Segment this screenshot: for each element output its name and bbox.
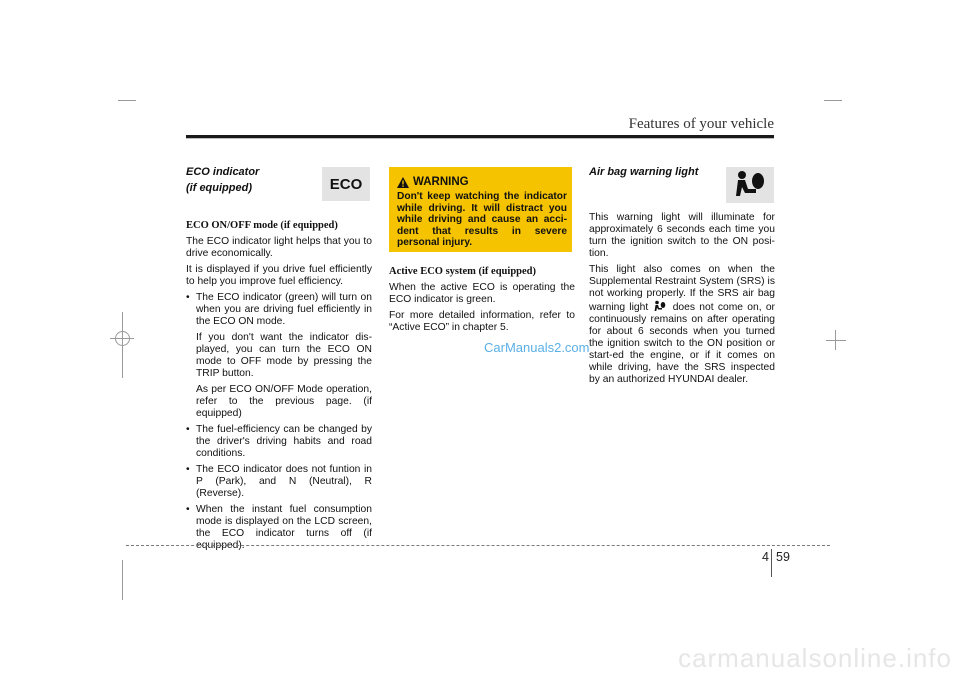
right-column <box>589 166 775 390</box>
crop-mark-bl-v <box>122 560 123 600</box>
footer-watermark: carmanualsonline.info <box>678 643 952 673</box>
registration-mark-right-h <box>826 340 846 341</box>
crop-mark-tr-h <box>824 100 842 101</box>
list-item <box>186 464 372 500</box>
airbag-para-2b: does not come on, or continuously remains on after operating for about 6 seconds when you turned the ignition switch to the ON position or start-ed the engine, or if it comes on while driving, have the SRS inspected by an authorized HYUNDAI dealer. <box>589 302 775 385</box>
eco-section-title: ECO indicator <box>186 166 260 178</box>
bullet-text: When the instant fuel consumption mode is displayed on the LCD screen, the ECO indicator turns off (if equipped). <box>196 504 372 551</box>
bullet: • <box>186 504 190 515</box>
active-eco-para-2: For more detailed information, refer to “Active ECO” in chapter 5. <box>389 310 575 333</box>
airbag-section-title: Air bag warning light <box>589 166 699 178</box>
eco-mode-heading: ECO ON/OFF mode (if equipped) <box>186 220 338 231</box>
warning-title: WARNING <box>413 176 469 188</box>
eco-para-2: It is displayed if you drive fuel efficiently to help you improve fuel efficiency. <box>186 264 372 287</box>
warning-header <box>397 176 469 188</box>
middle-column <box>389 266 575 338</box>
eco-bullet-list <box>186 292 372 328</box>
registration-mark-left-circle <box>115 331 130 346</box>
bullet-text: The fuel-efficiency can be changed by the driver's driving habits and road conditions. <box>196 424 372 459</box>
bullet: • <box>186 292 190 303</box>
eco-icon-label: ECO <box>329 175 363 193</box>
watermark: CarManuals2.com <box>484 340 590 355</box>
header-title: Features of your vehicle <box>628 116 774 132</box>
warning-text: Don't keep watching the indicator while driving. It will distract you while driving and cause an acci-dent that results in severe personal injury. <box>397 191 567 248</box>
eco-bullet-list-2 <box>186 424 372 552</box>
bullet-sub-para-1: If you don't want the indicator dis-played, you can turn the ECO ON mode to OFF mode by pressing the TRIP button. <box>196 332 372 379</box>
list-item <box>186 292 372 328</box>
eco-section-subtitle: (if equipped) <box>186 182 252 194</box>
airbag-para-2a: This light also comes on when the Supplemental Restraint System (SRS) is not working properly. If the SRS air bag warning light <box>589 264 775 313</box>
airbag-para-2 <box>589 264 775 386</box>
bullet-text: The ECO indicator does not funtion in P (Park), and N (Neutral), R (Reverse). <box>196 464 372 499</box>
airbag-para-1: This warning light will illuminate for approximately 6 seconds each time you turn the ignition switch to the ON posi-tion. <box>589 212 775 259</box>
warning-box <box>389 167 572 252</box>
active-eco-para-1: When the active ECO is operating the ECO indicator is green. <box>389 282 575 305</box>
active-eco-heading: Active ECO system (if equipped) <box>389 266 536 277</box>
bullet: • <box>186 464 190 475</box>
bullet-text: The ECO indicator (green) will turn on when you are driving fuel efficiently in the ECO ON mode. <box>196 292 372 327</box>
page-number-divider <box>771 549 772 577</box>
crop-mark-tl-h <box>118 100 136 101</box>
bullet-sub-para-2: As per ECO ON/OFF Mode operation, refer to the previous page. (if equipped) <box>196 384 372 419</box>
eco-para-1: The ECO indicator light helps that you to drive economically. <box>186 236 372 259</box>
bullet: • <box>186 424 190 435</box>
list-item <box>186 424 372 460</box>
header-rule-shade <box>186 138 774 139</box>
page-number: 59 <box>776 550 790 564</box>
left-column <box>186 166 372 556</box>
bottom-rule <box>126 545 830 546</box>
chapter-number: 4 <box>762 550 769 564</box>
warning-triangle-icon <box>397 177 409 188</box>
airbag-inline-icon <box>652 300 668 312</box>
